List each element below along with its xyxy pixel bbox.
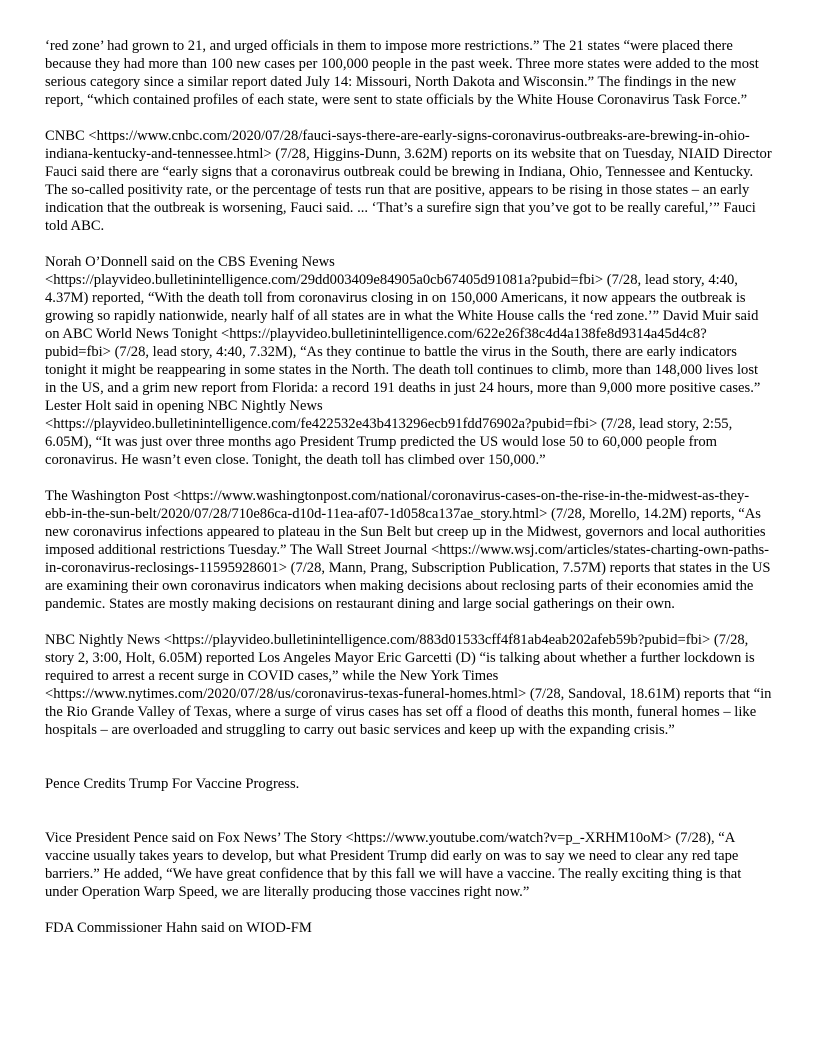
washington-post-paragraph: The Washington Post <https://www.washingtonpost.com/national/coronavirus-cases-on-the-rise-in-the-midwest-as-they-ebb-in-the-sun-belt/2020/07/28/710e86ca-d10d-11ea-af07-1d058ca137ae_story.html> (7/28, Morello, 14.2M) reports, “As new coronavirus infections appeared to plateau in the Sun Belt but creep up in the Midwest, governors and local authorities imposed additional restrictions Tuesday.” The Wall Street Journal <https://www.wsj.com/articles/states-charting-own-paths-in-coronavirus-reclosings-11595928601> (7/28, Mann, Prang, Subscription Publication, 7.57M) reports that states in the US are examining their own coronavirus indicators when making decisions about reclosing parts of their economies amid the pandemic. States are mostly making decisions on restaurant dining and large social gatherings on their own. [45,488,771,612]
cnbc-paragraph: CNBC <https://www.cnbc.com/2020/07/28/fauci-says-there-are-early-signs-coronavirus-outbreaks-are-brewing-in-ohio-indiana-kentucky-and-tennessee.html> (7/28, Higgins-Dunn, 3.62M) reports on its website that on Tuesday, NIAID Director Fauci said there are “early signs that a coronavirus outbreak could be brewing in Indiana, Ohio, Tennessee and Kentucky. The so-called positivity rate, or the percentage of tests run that are positive, appears to be rising in those states – an early indication that the outbreak is worsening, Fauci said. ... ‘That’s a surefire sign that you’ve got to be really careful,’” Fauci told ABC. [45,128,772,234]
red-zone-paragraph: ‘red zone’ had grown to 21, and urged officials in them to impose more restrictions.” The 21 states “were placed there because they had more than 100 new cases per 100,000 people in the past week. Three more states were added to the most serious category since a similar report dated July 14: Missouri, North Dakota and Wisconsin.” The findings in the new report, “which contained profiles of each state, were sent to state officials by the White House Coronavirus Task Force.” [45,38,759,108]
nbc-nightly-paragraph: NBC Nightly News <https://playvideo.bulletinintelligence.com/883d01533cff4f81ab4eab202afeb59b?pubid=fbi> (7/28, story 2, 3:00, Holt, 6.05M) reported Los Angeles Mayor Eric Garcetti (D) “is talking about whether a further lockdown is required to arrest a recent surge in COVID cases,” while the New York Times <https://www.nytimes.com/2020/07/28/us/coronavirus-texas-funeral-homes.html> (7/28, Sandoval, 18.61M) reports that “in the Rio Grande Valley of Texas, where a surge of virus cases has set off a flood of deaths this month, funeral homes – like hospitals – are overloaded and struggling to carry out basic services and keep up with the expanding crisis.” [45,632,772,738]
section-heading: Pence Credits Trump For Vaccine Progress. [45,776,300,792]
pence-paragraph: Vice President Pence said on Fox News’ The Story <https://www.youtube.com/watch?v=p_-XRHM10oM> (7/28), “A vaccine usually takes years to develop, but what President Trump did early on was to say we need to clear any red tape barriers.” He added, “We have great confidence that by this fall we will have a vaccine. The really exciting thing is that under Operation Warp Speed, we are literally producing those vaccines right now.” [45,830,742,900]
hahn-line: FDA Commissioner Hahn said on WIOD-FM [45,920,312,936]
network-news-paragraph: Norah O’Donnell said on the CBS Evening News <https://playvideo.bulletinintelligence.com/29dd003409e84905a0cb67405d91081a?pubid=fbi> (7/28, lead story, 4:40, 4.37M) reported, “With the death toll from coronavirus closing in on 150,000 Americans, it now appears the outbreak is growing so rapidly nationwide, nearly half of all states are in what the White House calls the ‘red zone.’” David Muir said on ABC World News Tonight <https://playvideo.bulletinintelligence.com/622e26f38c4d4a138fe8d9314a45d4c8?pubid=fbi> (7/28, lead story, 4:40, 7.32M), “As they continue to battle the virus in the South, there are early indicators tonight it might be reappearing in some states in the North. The death toll continues to climb, more than 148,000 lives lost in the US, and a grim new report from Florida: a record 191 deaths in just 24 hours, more than 9,000 more positive cases.” Lester Holt said in opening NBC Nightly News <https://playvideo.bulletinintelligence.com/fe422532e43b413296ecb91fdd76902a?pubid=fbi> (7/28, lead story, 2:55, 6.05M), “It was just over three months ago President Trump predicted the US would lose 50 to 60,000 people from coronavirus. He wasn’t even close. Tonight, the death toll has climbed over 150,000.” [45,254,761,468]
